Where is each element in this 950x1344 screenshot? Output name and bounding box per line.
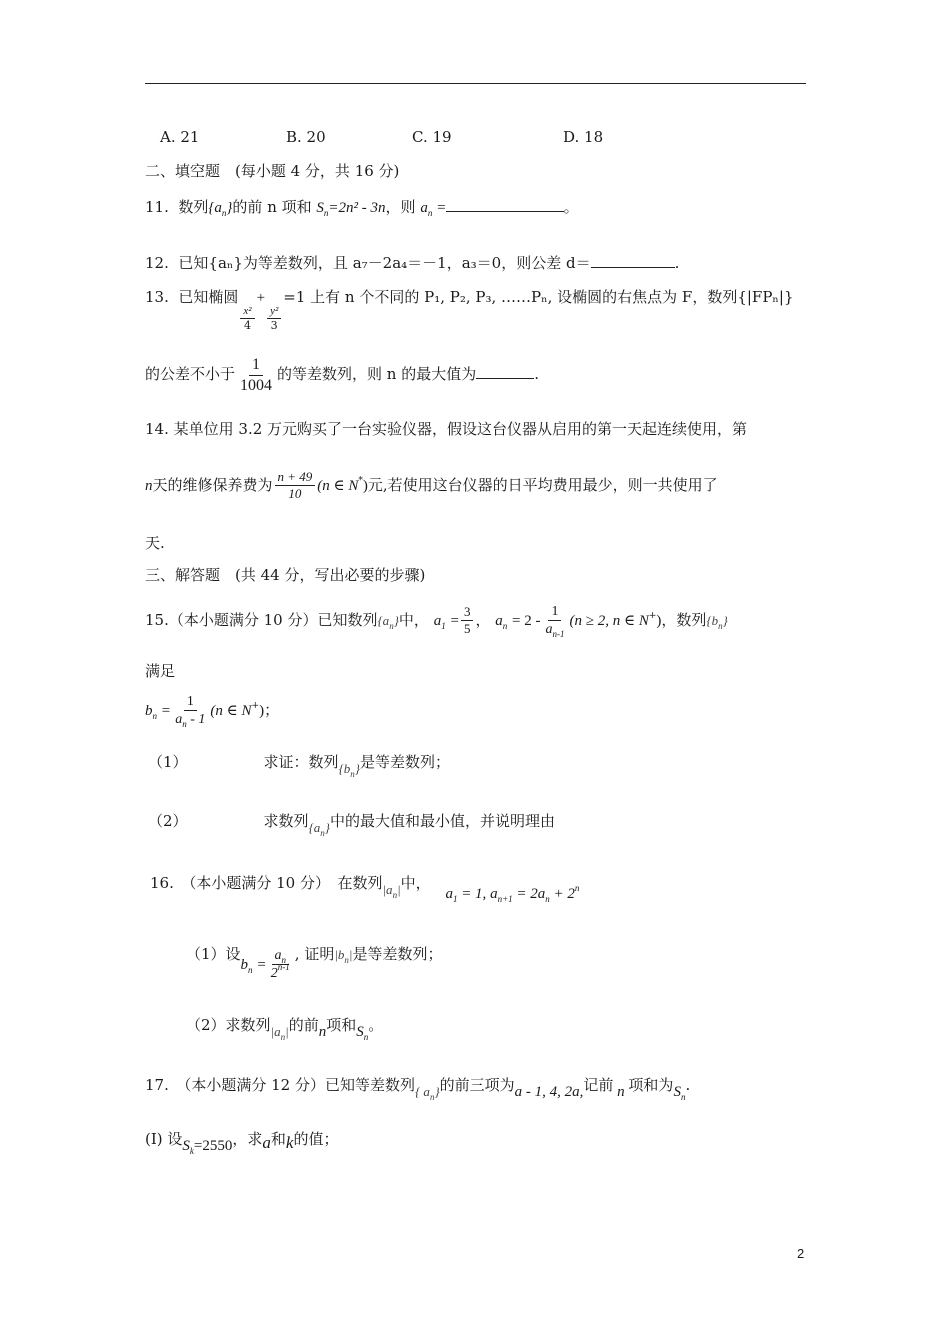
question-12: 12. 已知{aₙ}为等差数列，且 a₇－2a₄＝－1，a₃＝0，则公差 d＝ .	[145, 254, 680, 272]
choice-a: A. 21	[160, 128, 200, 146]
section-3-heading: 三、解答题 (共 44 分，写出必要的步骤)	[145, 566, 426, 584]
question-13-line2: 的公差不小于 $\frac{1}{1004}$ 的等差数列，则 n 的最大值为 .	[145, 356, 539, 394]
answer-blank[interactable]	[446, 197, 564, 212]
question-15-line2: 满足	[145, 662, 176, 680]
question-13: 13. 已知椭圆 $\frac{\text{x²}}{4}$ + $\frac{\text{y²}}{3}$ =1 上有 n 个不同的 P₁, P₂, P₃, ……Pₙ, 设椭圆的右焦点为 F，数列{|FPₙ|}	[145, 288, 794, 333]
page-number: 2	[797, 1246, 805, 1261]
answer-blank[interactable]	[476, 364, 534, 379]
question-14-line2: n天的维修保养费为 $\frac{n + 49}{10}$ (n ∈ N*)元,若使用这台仪器的日平均费用最少，则一共使用了	[145, 469, 718, 502]
question-14: 14. 某单位用 3.2 万元购买了一台实验仪器，假设这台仪器从启用的第一天起连续使用，第	[145, 420, 748, 438]
choice-d: D. 18	[563, 128, 604, 146]
question-15-part1: （1） 求证：数列$\{b_n\}$是等差数列；	[148, 753, 450, 779]
question-17: 17. （本小题满分 12 分）已知等差数列{ $a_n$}的前三项为a - 1, 4, 2a,记前 n 项和为$S_n$.	[145, 1076, 691, 1102]
question-14-line3: 天.	[145, 534, 165, 552]
question-16-part2: （2）求数列$|a_n|$的前n项和$S_n$。	[186, 1016, 384, 1042]
question-15-part2: （2） 求数列$\{a_n\}$中的最大值和最小值，并说明理由	[148, 812, 555, 838]
question-15-line3: $b_n$ = $\frac{1}{a_n - 1}$ (n ∈ N+)；	[145, 694, 280, 730]
question-15: 15.（本小题满分 10 分）已知数列$\{a_n\}$中， $a_1$ = $\frac{3}{5}$ ， $a_n = 2$ - $\frac{1}{a_{n-1}}$ (n ≥ 2, n ∈ N+)，数列$\{b_n\}$	[145, 604, 728, 640]
question-16-part1: （1）设$b_n$ = $\frac{a_n}{2^{n-1}}$ , 证明$|b_n|$是等差数列；	[186, 944, 443, 982]
question-17-part1: (Ⅰ) 设$S_k=2550$，求a和k的值；	[145, 1130, 339, 1156]
section-2-heading: 二、填空题 (每小题 4 分，共 16 分)	[145, 162, 400, 180]
header-rule	[145, 83, 806, 84]
answer-blank[interactable]	[591, 253, 675, 268]
choice-c: C. 19	[412, 128, 452, 146]
choice-b: B. 20	[286, 128, 326, 146]
question-16: 16. （本小题满分 10 分） 在数列$|a_n|$中， $a_1 = 1$, $a_{n+1} = 2a_n + 2^n$	[150, 874, 580, 904]
question-11: 11. 数列$\{a_n\}$的前 n 项和 $S_n=2n^2 - 3n$，则 $a_n$ = 。	[145, 198, 579, 218]
